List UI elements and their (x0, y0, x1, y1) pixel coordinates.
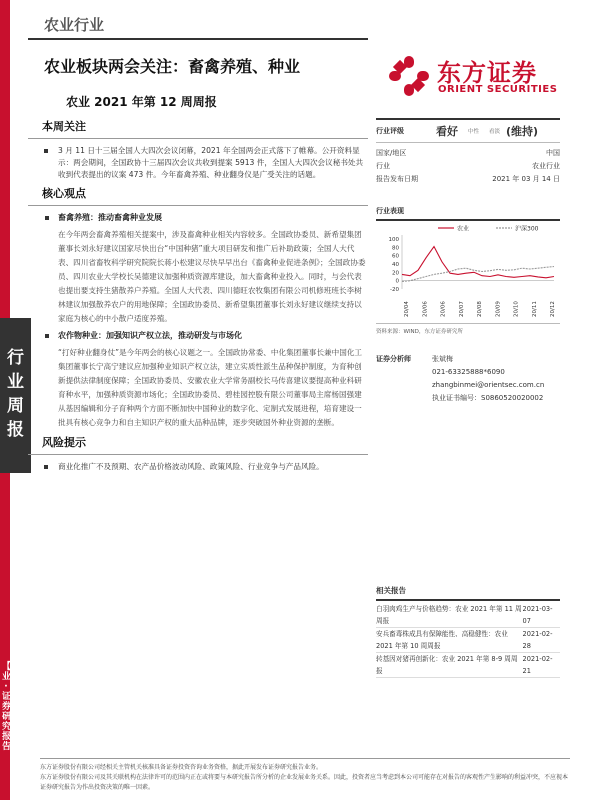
x-tick-label: 20/06 (422, 301, 429, 317)
analyst-details (432, 353, 544, 405)
risk-heading: 风险提示 (42, 436, 86, 449)
page-subtitle: 农业 2021 年第 12 周周报 (66, 95, 217, 109)
related-item-title[interactable]: 白羽肉鸡生产与价格趋势：农业 2021 年第 11 周周报 (376, 605, 522, 625)
chart-source: 资料来源：WIND，东方证券研究所 (376, 329, 463, 335)
rating-rule (376, 142, 560, 143)
info-row (376, 147, 560, 160)
analyst-cert: 执业证书编号：S0860520020002 (432, 394, 544, 402)
legend-label: 沪深300 (515, 225, 539, 233)
related-item[interactable] (376, 653, 560, 678)
y-tick-label: 60 (392, 253, 399, 260)
related-item-title[interactable]: 安兵畜毒株成具有保障能性、高稳健性：农业 2021 年第 10 周周报 (376, 630, 508, 650)
vertical-report-type: 行业周报 (0, 318, 31, 473)
x-tick-label: 20/10 (513, 301, 520, 317)
info-value: 2021 年 03 月 14 日 (492, 175, 560, 183)
info-row (376, 173, 560, 186)
x-tick-label: 20/12 (550, 301, 556, 317)
related-item-date: 2021-02-21 (522, 655, 553, 675)
info-key: 国家/地区 (376, 149, 407, 157)
x-tick-label: 20/09 (495, 301, 502, 317)
related-item-date: 2021-02-28 (522, 630, 553, 650)
chart-bottom-rule (376, 323, 560, 324)
legend-label: 农业 (457, 225, 470, 233)
performance-heading: 行业表现 (376, 207, 404, 215)
y-tick-label: 100 (388, 237, 399, 243)
related-item[interactable] (376, 603, 560, 628)
summary-bullet: 3 月 11 日十三届全国人大四次会议闭幕，2021 年全国两会正式落下了帷幕。公开资料显示：两会期间，全国政协十三届四次会议共收到提案 5913 件，全国人大四次会议秘书处共收到代表提出的议案 473 件。今年畜禽养殖、种业翻身仪是广受关注的话题。 (28, 145, 368, 181)
analyst-label: 证券分析师 (376, 355, 411, 363)
x-tick-label: 20/08 (477, 301, 483, 317)
spacer (376, 405, 560, 585)
y-tick-label: 20 (392, 270, 399, 277)
risk-rule (28, 454, 368, 455)
summary-section (28, 118, 368, 181)
section-tag: 农业行业 (44, 16, 105, 34)
related-rule (376, 599, 560, 601)
spacer (376, 186, 560, 206)
risk-bullet: 商业化推广不及预期、农产品价格波动风险、政策风险、行业竞争与产品风险。 (28, 461, 368, 473)
x-tick-label: 20/07 (458, 301, 465, 317)
x-tick-label: 20/11 (531, 301, 538, 317)
y-tick-label: 40 (392, 262, 399, 268)
footer-rule (40, 758, 570, 759)
sidebar-info (376, 118, 560, 678)
vertical-report-tag: 【行业·证券研究报告】 (2, 662, 21, 752)
rating-bearish: 看淡 (489, 129, 501, 135)
summary-rule (28, 138, 368, 139)
page-title: 农业板块两会关注：畜禽养殖、种业 (44, 57, 301, 76)
y-tick-label: 0 (395, 278, 399, 285)
spacer (376, 335, 560, 353)
performance-chart-svg (376, 221, 560, 321)
rating-row (376, 120, 560, 142)
rating-value: 看好 (436, 125, 458, 138)
x-tick-label: 20/04 (404, 301, 410, 317)
risk-section (28, 434, 368, 473)
summary-heading: 本周关注 (42, 120, 86, 133)
footer-line-1: 东方证券股份有限公司经相关主管机关核准具备证券投资咨询业务资格，据此开展发布证券研究报告业务。 (40, 764, 323, 771)
info-value: 农业行业 (532, 162, 560, 170)
related-item-date: 2021-03-07 (522, 605, 553, 625)
view-body-2: “打好种业翻身仗”是今年两会的核心议题之一。全国政协常委、中化集团董事长兼中国化工集团董事长宁高宁建议应加强种业知识产权立法，建立实质性派生品种保护制度，为育种创新提供法律制度保障；全国政协委员、安徽农业大学常务副校长马传喜建议要提高种业科研育种水平，加强种质资源市场化；全国政协委员、碧桂园控股有限公司董事局主席杨国强建从基因编辑和分子育种两个方面不断加快中国种业的数字化、定制式发展进程，培育建设一批具有核心竞争力和自主知识产权的重大品种品牌，逐步突破国外种业资源的垄断。 (58, 348, 363, 427)
view-body-1: 在今年两会畜禽养殖相关提案中，涉及畜禽种业相关内容较多。全国政协委员、新希望集团董事长刘永好建议国家尽快出台“中国种猪”重大项目研发和推广后补助政策；全国人大代表、四川省畜牧科学研究院院长蒋小松建议尽快早早出台《畜禽种业促进条例》；全国政协委员、四川农业大学校长吴德建议加强种质资源库建设，加大畜禽种业投入。同时，与会代表也提出要支持生猪散养户养殖。全国人大代表、四川德旺农牧集团有限公司机修班班长李树林建议加强散养农户的用地保障；全国政协委员、新希望集团董事长刘永好建议继续支持以家庭为核心的中小散户适度养殖。 (58, 230, 366, 323)
info-key: 报告发布日期 (376, 175, 418, 183)
related-item-title[interactable]: 转基因对猪再创新化：农业 2021 年第 8-9 周周报 (376, 655, 518, 675)
logo-text-en: ORIENT SECURITIES (438, 84, 558, 95)
analyst-name: 张斌梅 (432, 355, 453, 363)
y-tick-label: 80 (392, 245, 399, 252)
rating-label: 行业评级 (376, 127, 404, 135)
analyst-phone: 021-63325888*6090 (432, 368, 505, 376)
related-item[interactable] (376, 628, 560, 653)
views-section (28, 185, 368, 430)
x-tick-label: 20/06 (440, 301, 447, 317)
logo-text-cn: 东方证券 (437, 59, 537, 87)
footer-line-2: 东方证券股份有限公司及其关联机构在法律许可的范围内正在或将要与本研究报告所分析的企业发展业务关系。因此，投资者应当考虑到本公司可能存在对报告的客观性产生影响的利益冲突，不应视本证券研究报告为作出投资决策的唯一因素。 (40, 774, 569, 791)
info-value: 中国 (546, 149, 560, 157)
y-tick-label: -20 (390, 287, 399, 293)
rating-neutral: 中性 (468, 129, 480, 135)
footer-disclaimer (40, 763, 570, 793)
series-line-agri (402, 247, 554, 278)
related-heading: 相关报告 (376, 586, 406, 595)
info-key: 行业 (376, 162, 390, 170)
views-heading: 核心观点 (42, 187, 86, 200)
analyst-email[interactable]: zhangbinmei@orientsec.com.cn (432, 381, 545, 389)
performance-chart (376, 221, 560, 321)
header-rule (28, 38, 368, 40)
rating-keep: (维持) (506, 125, 539, 138)
views-rule (28, 205, 368, 206)
analyst-block (376, 353, 560, 405)
orient-logo-icon (387, 54, 431, 98)
view-heading-2: 农作物种业：加强知识产权立法，推动研发与市场化 (28, 330, 368, 342)
info-row (376, 160, 560, 173)
view-heading-1: 畜禽养殖：推动畜禽种业发展 (28, 212, 368, 224)
main-content (28, 118, 368, 477)
